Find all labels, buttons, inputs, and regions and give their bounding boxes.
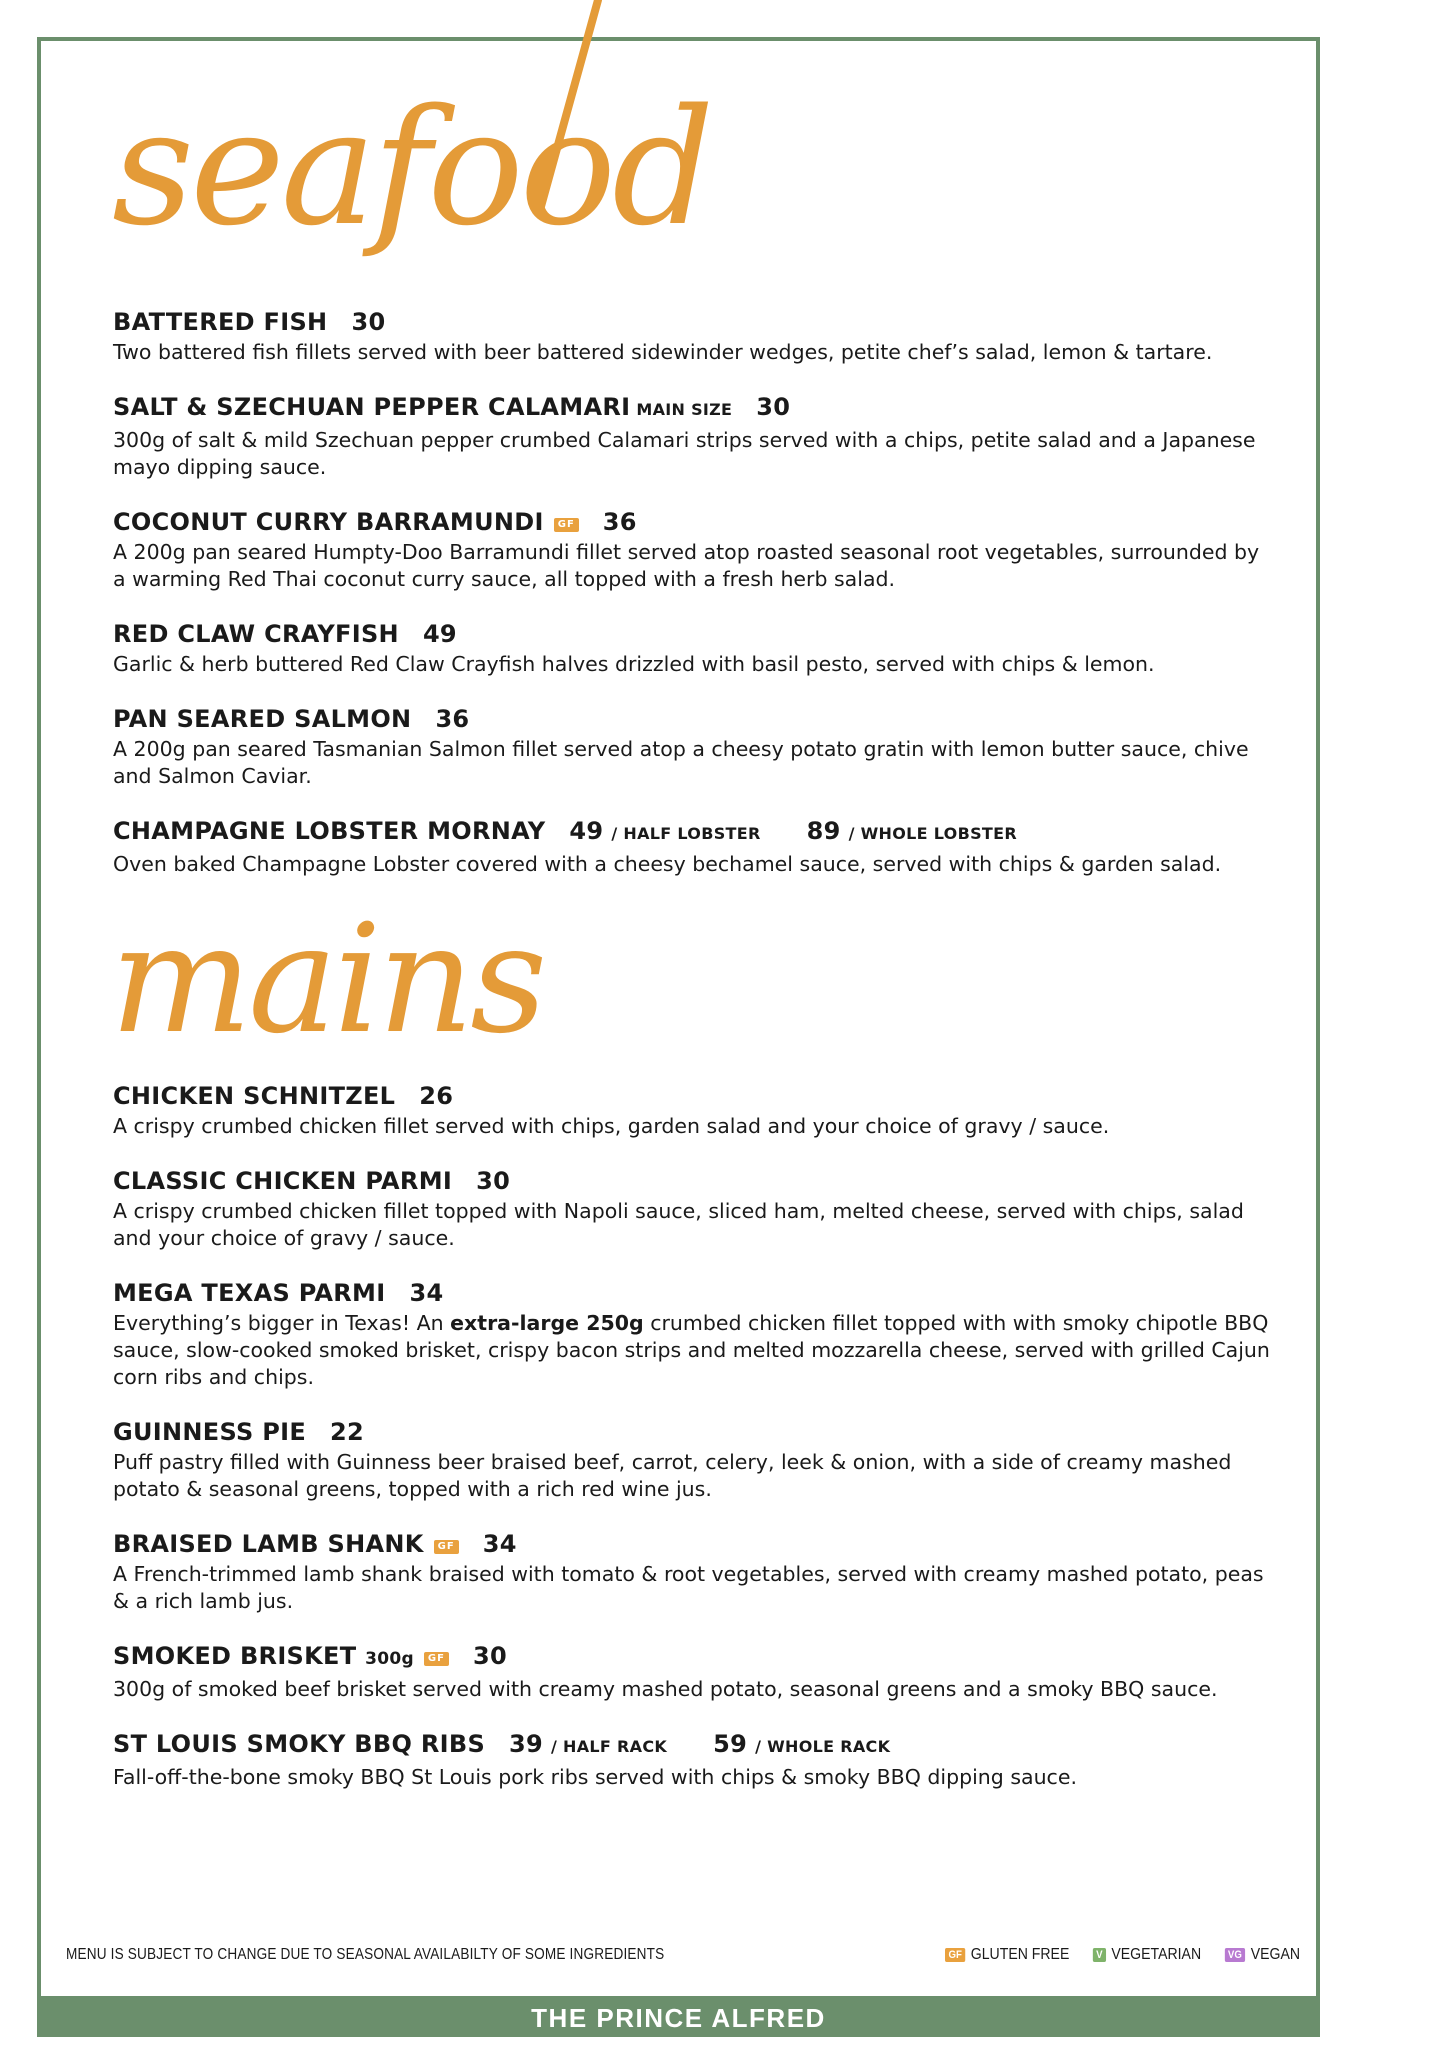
menu-item	[113, 1277, 1273, 1391]
item-name: BRAISED LAMB SHANK	[113, 1530, 424, 1558]
venue-banner: THE PRINCE ALFRED	[37, 2000, 1320, 2037]
item-price: 49	[569, 817, 604, 845]
item-price: 26	[419, 1082, 454, 1110]
item-description: A 200g pan seared Humpty-Doo Barramundi fillet served atop roasted seasonal root vegetables, surrounded by a warming Red Thai coconut curry sauce, all topped with a fresh herb salad.	[113, 540, 1260, 591]
item-description: A French-trimmed lamb shank braised with tomato & root vegetables, served with creamy mashed potato, peas & a rich lamb jus.	[113, 1562, 1264, 1613]
legend-item-vegan	[1224, 1946, 1300, 1963]
item-price-note: / HALF LOBSTER	[611, 824, 761, 843]
item-price-secondary-note: / WHOLE RACK	[755, 1737, 891, 1756]
menu-item	[113, 391, 1273, 481]
mains-section	[113, 1080, 1273, 1816]
item-description: A 200g pan seared Tasmanian Salmon fillet served atop a cheesy potato gratin with lemon butter sauce, chive and Salmon Caviar.	[113, 737, 1249, 788]
v-badge: V	[1093, 1948, 1107, 1962]
item-description-end: crumbed chicken fillet topped with with smoky chipotle BBQ sauce, slow-cooked smoked brisket, crispy bacon strips and melted mozzarella cheese, served with grilled Cajun corn ribs and chips.	[113, 1311, 1270, 1389]
item-price: 39	[509, 1730, 544, 1758]
item-price: 30	[472, 1642, 507, 1670]
item-description: Puff pastry filled with Guinness beer braised beef, carrot, celery, leek & onion, with a side of creamy mashed potato & seasonal greens, topped with a rich red wine jus.	[113, 1450, 1232, 1501]
item-price: 49	[422, 620, 457, 648]
gluten-free-badge: GF	[424, 1652, 449, 1666]
item-price-note: / HALF RACK	[551, 1737, 668, 1756]
item-name: SALT & SZECHUAN PEPPER CALAMARI	[113, 393, 631, 421]
item-name: MEGA TEXAS PARMI	[113, 1279, 386, 1307]
legend-label: VEGETARIAN	[1111, 1946, 1202, 1963]
item-price: 36	[435, 705, 470, 733]
menu-item	[113, 1080, 1273, 1140]
item-name: RED CLAW CRAYFISH	[113, 620, 399, 648]
gf-badge: GF	[945, 1948, 965, 1962]
item-price: 22	[330, 1418, 365, 1446]
item-price: 34	[482, 1530, 517, 1558]
item-name: BATTERED FISH	[113, 308, 328, 336]
item-price-secondary: 59	[713, 1730, 748, 1758]
menu-item	[113, 1165, 1273, 1252]
item-price: 30	[476, 1167, 511, 1195]
item-description: Fall-off-the-bone smoky BBQ St Louis pork ribs served with chips & smoky BBQ dipping sauce.	[113, 1765, 1077, 1789]
menu-item	[113, 703, 1273, 790]
vg-badge: VG	[1224, 1948, 1245, 1962]
item-price-secondary-note: / WHOLE LOBSTER	[848, 824, 1017, 843]
item-description: 300g of smoked beef brisket served with creamy mashed potato, seasonal greens and a smoky BBQ sauce.	[113, 1677, 1218, 1701]
legend-item-vegetarian	[1093, 1946, 1202, 1963]
menu-item	[113, 1728, 1273, 1791]
item-description-highlight: extra-large 250g	[450, 1311, 644, 1335]
item-description: Oven baked Champagne Lobster covered with a cheesy bechamel sauce, served with chips & garden salad.	[113, 852, 1222, 876]
menu-item	[113, 1528, 1273, 1615]
item-name: GUINNESS PIE	[113, 1418, 307, 1446]
legend-item-gluten-free	[945, 1946, 1069, 1963]
seafood-section	[113, 306, 1273, 903]
item-name: ST LOUIS SMOKY BBQ RIBS	[113, 1730, 486, 1758]
item-description: A crispy crumbed chicken fillet topped with Napoli sauce, sliced ham, melted cheese, served with chips, salad and your choice of gravy / sauce.	[113, 1199, 1244, 1250]
item-description: 300g of salt & mild Szechuan pepper crumbed Calamari strips served with a chips, petite salad and a Japanese mayo dipping sauce.	[113, 428, 1256, 479]
item-name: COCONUT CURRY BARRAMUNDI	[113, 508, 544, 536]
item-name: CHICKEN SCHNITZEL	[113, 1082, 396, 1110]
item-description: Two battered fish fillets served with beer battered sidewinder wedges, petite chef’s salad, lemon & tartare.	[113, 340, 1213, 364]
item-price: 30	[351, 308, 386, 336]
item-price-secondary: 89	[806, 817, 841, 845]
item-price: 36	[602, 508, 637, 536]
menu-item	[113, 815, 1273, 878]
menu-item	[113, 1640, 1273, 1703]
item-price: 30	[756, 393, 791, 421]
dietary-legend	[945, 1946, 1319, 1964]
legend-label: VEGAN	[1250, 1946, 1301, 1963]
item-description: Garlic & herb buttered Red Claw Crayfish halves drizzled with basil pesto, served with chips & lemon.	[113, 652, 1155, 676]
availability-note: MENU IS SUBJECT TO CHANGE DUE TO SEASONAL AVAILABILTY OF SOME INGREDIENTS	[66, 1946, 665, 1963]
item-description	[113, 1310, 1273, 1391]
item-name: CHAMPAGNE LOBSTER MORNAY	[113, 817, 546, 845]
seafood-heading: seafood	[112, 74, 711, 261]
item-name: CLASSIC CHICKEN PARMI	[113, 1167, 453, 1195]
item-name: PAN SEARED SALMON	[113, 705, 412, 733]
gluten-free-badge: GF	[554, 518, 579, 532]
item-price: 34	[409, 1279, 444, 1307]
item-size-tag: MAIN SIZE	[636, 400, 733, 419]
menu-item	[113, 618, 1273, 678]
menu-item	[113, 1416, 1273, 1503]
mains-heading: mains	[110, 893, 544, 1067]
item-description-start: Everything’s bigger in Texas! An	[113, 1311, 451, 1335]
legend-label: GLUTEN FREE	[970, 1946, 1070, 1963]
item-description: A crispy crumbed chicken fillet served with chips, garden salad and your choice of gravy / sauce.	[113, 1114, 1110, 1138]
gluten-free-badge: GF	[434, 1540, 459, 1554]
item-name: SMOKED BRISKET	[113, 1642, 357, 1670]
item-weight: 300g	[365, 1649, 414, 1669]
menu-item	[113, 306, 1273, 366]
menu-item	[113, 506, 1273, 593]
